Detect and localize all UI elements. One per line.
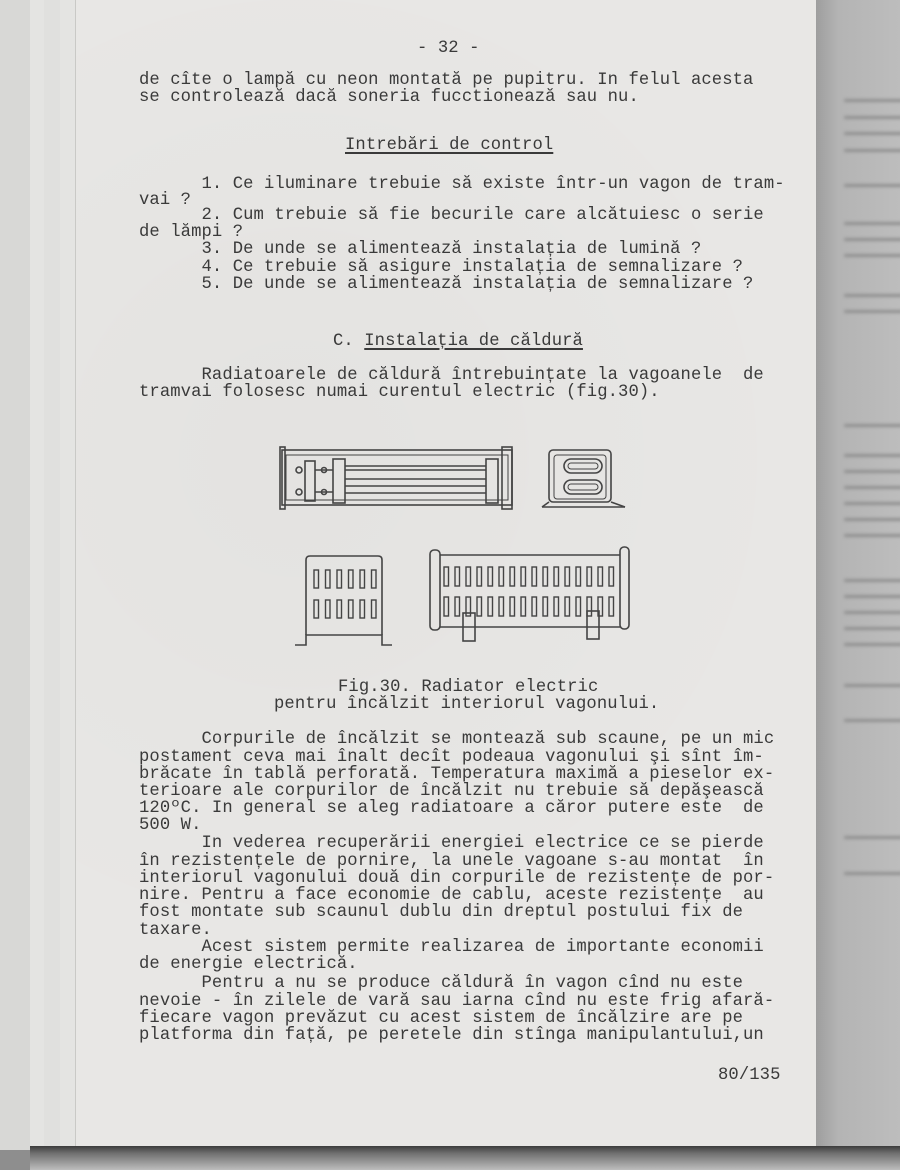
question-line: 2. Cum trebuie să fie becurile care alcătuiesc o serie: [139, 206, 764, 225]
body-line: Corpurile de încălzit se montează sub scaune, pe un mic: [139, 730, 775, 749]
page-stack-edge: [60, 0, 76, 1150]
text-line: se controlează dacă soneria fucctionează sau nu.: [139, 88, 639, 107]
blurred-text-fragment: [844, 591, 900, 607]
blurred-text-fragment: [844, 450, 900, 466]
small-radiator-drawing: [295, 556, 392, 645]
body-line: taxare.: [139, 921, 212, 940]
body-line: interiorul vagonului două din corpurile de rezistențe de por-: [139, 869, 775, 888]
blurred-text-fragment: [844, 623, 900, 639]
blurred-text-fragment: [844, 575, 900, 591]
body-line: 120ºC. In general se aleg radiatoare a căror putere este de: [139, 799, 764, 818]
page-stack-edge: [44, 0, 61, 1150]
body-line: de energie electrică.: [139, 955, 358, 974]
body-line: postament ceva mai înalt decît podeaua vagonului şi sînt îm-: [139, 748, 764, 767]
body-line: terioare ale corpurilor de încălzit nu trebuie să depăşească: [139, 782, 764, 801]
blurred-text-fragment: [844, 607, 900, 623]
body-line: In vederea recuperării energiei electrice ce se pierde: [139, 834, 764, 853]
section-letter: C.: [333, 332, 365, 351]
body-line: nire. Pentru a face economie de cablu, aceste rezistențe au: [139, 886, 764, 905]
blurred-text-fragment: [844, 250, 900, 266]
blurred-text-fragment: [844, 180, 900, 196]
heater-end-view-drawing: [542, 450, 625, 507]
page-stack-edge: [0, 0, 31, 1150]
body-line: Pentru a nu se produce căldură în vagon cînd nu este: [139, 974, 744, 993]
blurred-text-fragment: [844, 145, 900, 161]
blurred-text-fragment: [844, 680, 900, 696]
blurred-text-fragment: [844, 234, 900, 250]
page-stack-edge: [30, 0, 45, 1150]
question-line: 1. Ce iluminare trebuie să existe într-un vagon de tram-: [139, 175, 785, 194]
body-line: platforma din față, pe peretele din stînga manipulantului,un: [139, 1026, 764, 1045]
blurred-text-fragment: [844, 466, 900, 482]
body-line: 500 W.: [139, 816, 202, 835]
question-line: vai ?: [139, 191, 192, 210]
question-line: de lămpi ?: [139, 223, 244, 242]
blurred-text-fragment: [844, 218, 900, 234]
blurred-text-fragment: [844, 482, 900, 498]
body-line: nevoie - în zilele de vară sau iarna cînd nu este frig afară-: [139, 992, 775, 1011]
blurred-text-fragment: [844, 420, 900, 436]
body-line: în rezistențele de pornire, la unele vagoane s-au montat în: [139, 852, 764, 871]
questions-heading: Intrebări de control: [345, 136, 554, 155]
body-line: brăcate în tablă perforată. Temperatura maximă a pieselor ex-: [139, 765, 775, 784]
blurred-text-fragment: [844, 306, 900, 322]
blurred-text-fragment: [844, 639, 900, 655]
blurred-text-fragment: [844, 112, 900, 128]
blurred-text-fragment: [844, 498, 900, 514]
blurred-text-fragment: [844, 715, 900, 731]
page-bottom-shadow: [30, 1146, 900, 1170]
body-line: Acest sistem permite realizarea de importante economii: [139, 938, 764, 957]
tube-heater-drawing: [280, 447, 512, 509]
blurred-text-fragment: [844, 514, 900, 530]
blurred-text-fragment: [844, 95, 900, 111]
large-radiator-drawing: [430, 547, 629, 641]
section-heading: [333, 333, 583, 350]
text-line: tramvai folosesc numai curentul electric (fig.30).: [139, 383, 660, 402]
page-number: - 32 -: [417, 39, 480, 58]
body-line: fost montate sub scaunul dublu din dreptul postului fix de: [139, 903, 744, 922]
figure-caption: pentru încălzit interiorul vagonului.: [274, 695, 660, 714]
blurred-text-fragment: [844, 128, 900, 144]
figure-caption: Fig.30. Radiator electric: [338, 678, 599, 697]
question-line: 3. De unde se alimentează instalația de lumină ?: [139, 240, 702, 259]
blurred-text-fragment: [844, 832, 900, 848]
text-line: de cîte o lampă cu neon montată pe pupitru. In felul acesta: [139, 71, 754, 90]
question-line: 4. Ce trebuie să asigure instalația de semnalizare ?: [139, 258, 744, 277]
section-title: Instalația de căldură: [364, 332, 583, 351]
radiator-figure: [270, 435, 650, 660]
folio-number: 80/135: [718, 1066, 781, 1085]
body-line: fiecare vagon prevăzut cu acest sistem de încălzire are pe: [139, 1009, 744, 1028]
blurred-text-fragment: [844, 530, 900, 546]
blurred-text-fragment: [844, 868, 900, 884]
text-line: Radiatoarele de căldură întrebuințate la vagoanele de: [139, 366, 764, 385]
blurred-text-fragment: [844, 290, 900, 306]
question-line: 5. De unde se alimentează instalația de semnalizare ?: [139, 275, 754, 294]
